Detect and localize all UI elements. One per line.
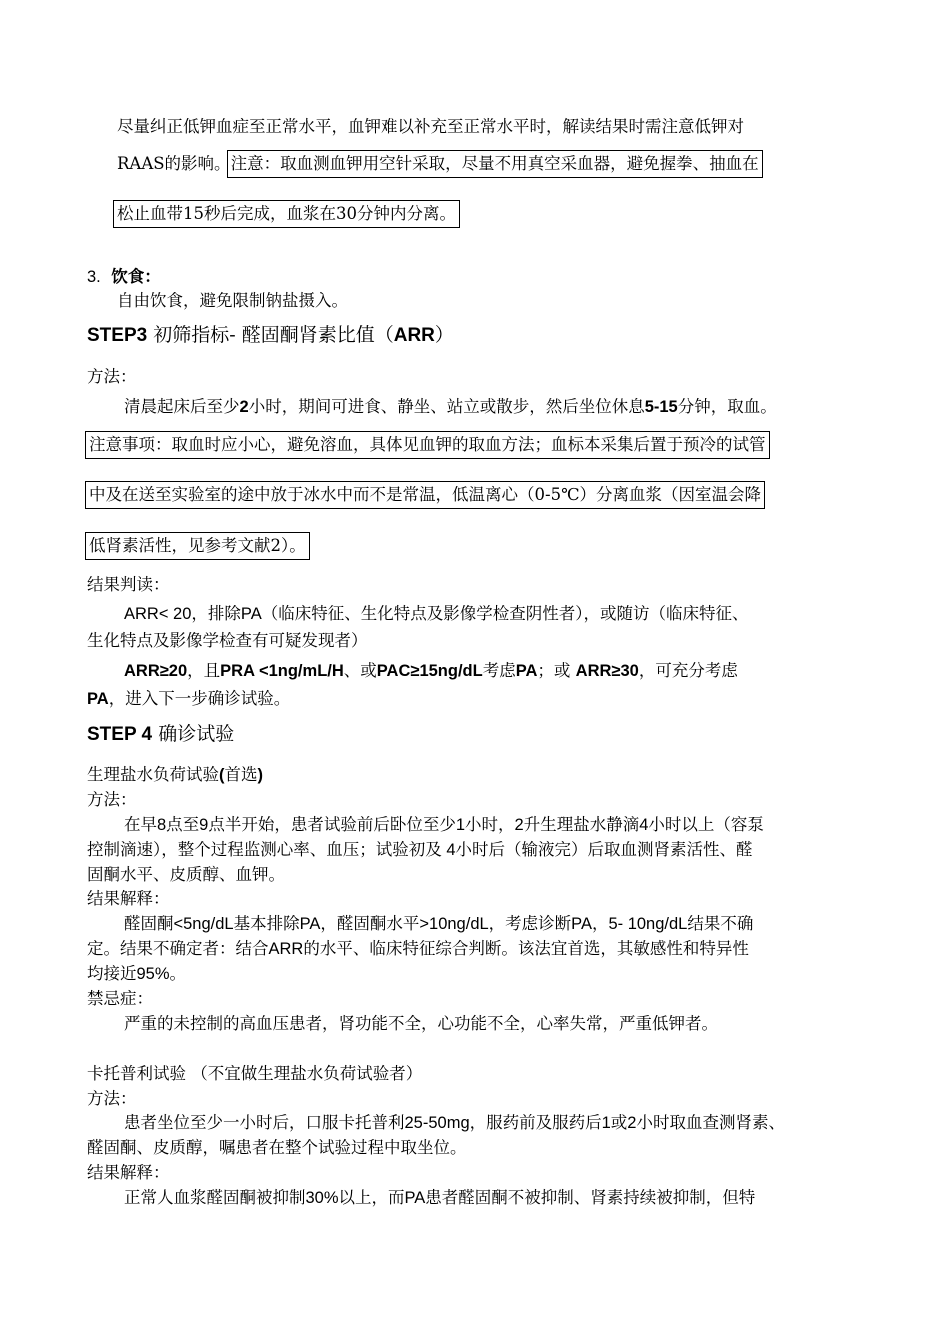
text-line: 患者坐位至少一小时后，口服卡托普利25-50mg，服药前及服药后1或2小时取血查测肾素、 xyxy=(124,1114,785,1132)
contraindication-label: 禁忌症： xyxy=(87,989,153,1008)
bold-text: PA xyxy=(515,662,538,680)
text-segment: RAAS的影响。 xyxy=(117,154,231,173)
text-segment: 清晨起床后至少 xyxy=(124,397,240,416)
result-label: 结果解释： xyxy=(87,889,170,908)
result-label: 结果判读： xyxy=(87,575,170,594)
text-line xyxy=(117,203,460,225)
text-line: 自由饮食，避免限制钠盐摄入。 xyxy=(117,291,348,310)
text-segment: 分钟，取血。 xyxy=(677,397,777,416)
captopril-test-title: 卡托普利试验 （不宜做生理盐水负荷试验者） xyxy=(87,1064,423,1083)
text-line: 控制滴速），整个过程监测心率、血压；试验初及 4小时后（输液完）后取血测肾素活性、醛 xyxy=(87,841,753,859)
text-line: 醛固酮、皮质醇，嘱患者在整个试验过程中取坐位。 xyxy=(87,1138,467,1157)
text-segment: ；或 xyxy=(537,661,576,680)
text-line: 均接近95%。 xyxy=(87,965,187,983)
text-segment: 、或 xyxy=(343,661,377,680)
saline-test-title xyxy=(87,764,263,786)
section-heading-diet xyxy=(87,266,161,288)
boxed-note: 注意：取血测血钾用空针采取，尽量不用真空采血器，避免握拳、抽血在 xyxy=(227,150,763,178)
bold-text: PA xyxy=(87,690,109,708)
step-label: STEP3 xyxy=(87,325,148,346)
text-segment: 小时，期间可进食、静坐、站立或散步，然后坐位休息 xyxy=(248,397,645,416)
text-segment: ，可充分考虑 xyxy=(638,661,738,680)
step4-heading xyxy=(87,721,234,748)
bold-text: PAC≥15ng/dL xyxy=(376,662,483,680)
text-line: 严重的未控制的高血压患者，肾功能不全，心功能不全，心率失常，严重低钾者。 xyxy=(124,1014,718,1033)
text-segment: 生理盐水负荷试验 xyxy=(87,765,219,784)
text-line xyxy=(89,484,765,506)
step3-heading xyxy=(87,322,454,349)
bold-text: ARR≥30 xyxy=(575,662,639,680)
boxed-note: 松止血带15秒后完成，血浆在30分钟内分离。 xyxy=(113,200,460,228)
step-title: 确诊试验 xyxy=(158,723,235,745)
boxed-note: 注意事项：取血时应小心，避免溶血，具体见血钾的取血方法；血标本采集后置于预冷的试管 xyxy=(85,431,770,459)
text-segment: ) xyxy=(257,766,263,784)
text-line: 定。结果不确定者：结合ARR的水平、临床特征综合判断。该法宜首选，其敏感性和特异性 xyxy=(87,940,749,958)
method-label: 方法： xyxy=(87,1089,137,1108)
text-line: 固酮水平、皮质醇、血钾。 xyxy=(87,866,285,884)
text-segment: ，进入下一步确诊试验。 xyxy=(108,689,291,708)
method-label: 方法： xyxy=(87,790,137,809)
text-line xyxy=(124,396,777,418)
text-line: 在早8点至9点半开始，患者试验前后卧位至少1小时，2升生理盐水静滴4小时以上（容泵 xyxy=(124,816,764,834)
text-line: 正常人血浆醛固酮被抑制30%以上，而PA患者醛固酮不被抑制、肾素持续被抑制，但特 xyxy=(124,1189,756,1207)
bold-text: PRA <1ng/mL/H xyxy=(220,662,344,680)
text-line xyxy=(89,434,770,456)
boxed-note: 中及在送至实验室的途中放于冰水中而不是常温，低温离心（0-5℃）分离血浆（因室温会降 xyxy=(85,481,765,509)
text-line: 生化特点及影像学检查有可疑发现者） xyxy=(87,632,368,650)
text-line xyxy=(124,660,738,682)
step-close: ） xyxy=(434,324,454,346)
list-number: 3. xyxy=(87,268,101,286)
text-line xyxy=(87,688,290,710)
text-segment: 首选 xyxy=(224,765,258,784)
step-title-2: 醛固酮肾素比值（ xyxy=(241,324,394,346)
diet-title: 饮食： xyxy=(111,267,161,286)
text-line xyxy=(89,535,310,557)
text-line: 尽量纠正低钾血症至正常水平，血钾难以补充至正常水平时，解读结果时需注意低钾对 xyxy=(117,117,744,136)
method-label: 方法： xyxy=(87,367,137,386)
text-segment: 考虑 xyxy=(482,661,516,680)
step-label: STEP 4 xyxy=(87,724,153,745)
bold-number: 2 xyxy=(239,398,249,416)
text-segment: ( xyxy=(219,766,225,784)
step-title: 初筛指标- xyxy=(153,324,236,346)
text-line: ARR< 20，排除PA（临床特征、生化特点及影像学检查阴性者），或随访（临床特征、 xyxy=(124,605,749,623)
boxed-note: 低肾素活性，见参考文献2）。 xyxy=(85,532,310,560)
text-segment: ，且 xyxy=(187,661,221,680)
result-label: 结果解释： xyxy=(87,1163,170,1182)
text-line xyxy=(117,153,763,175)
step-abbr: ARR xyxy=(393,325,435,346)
text-line: 醛固酮<5ng/dL基本排除PA，醛固酮水平>10ng/dL，考虑诊断PA，5- 10ng/dL结果不确 xyxy=(124,915,754,933)
bold-number: 5-15 xyxy=(644,398,678,416)
bold-text: ARR≥20 xyxy=(124,662,188,680)
